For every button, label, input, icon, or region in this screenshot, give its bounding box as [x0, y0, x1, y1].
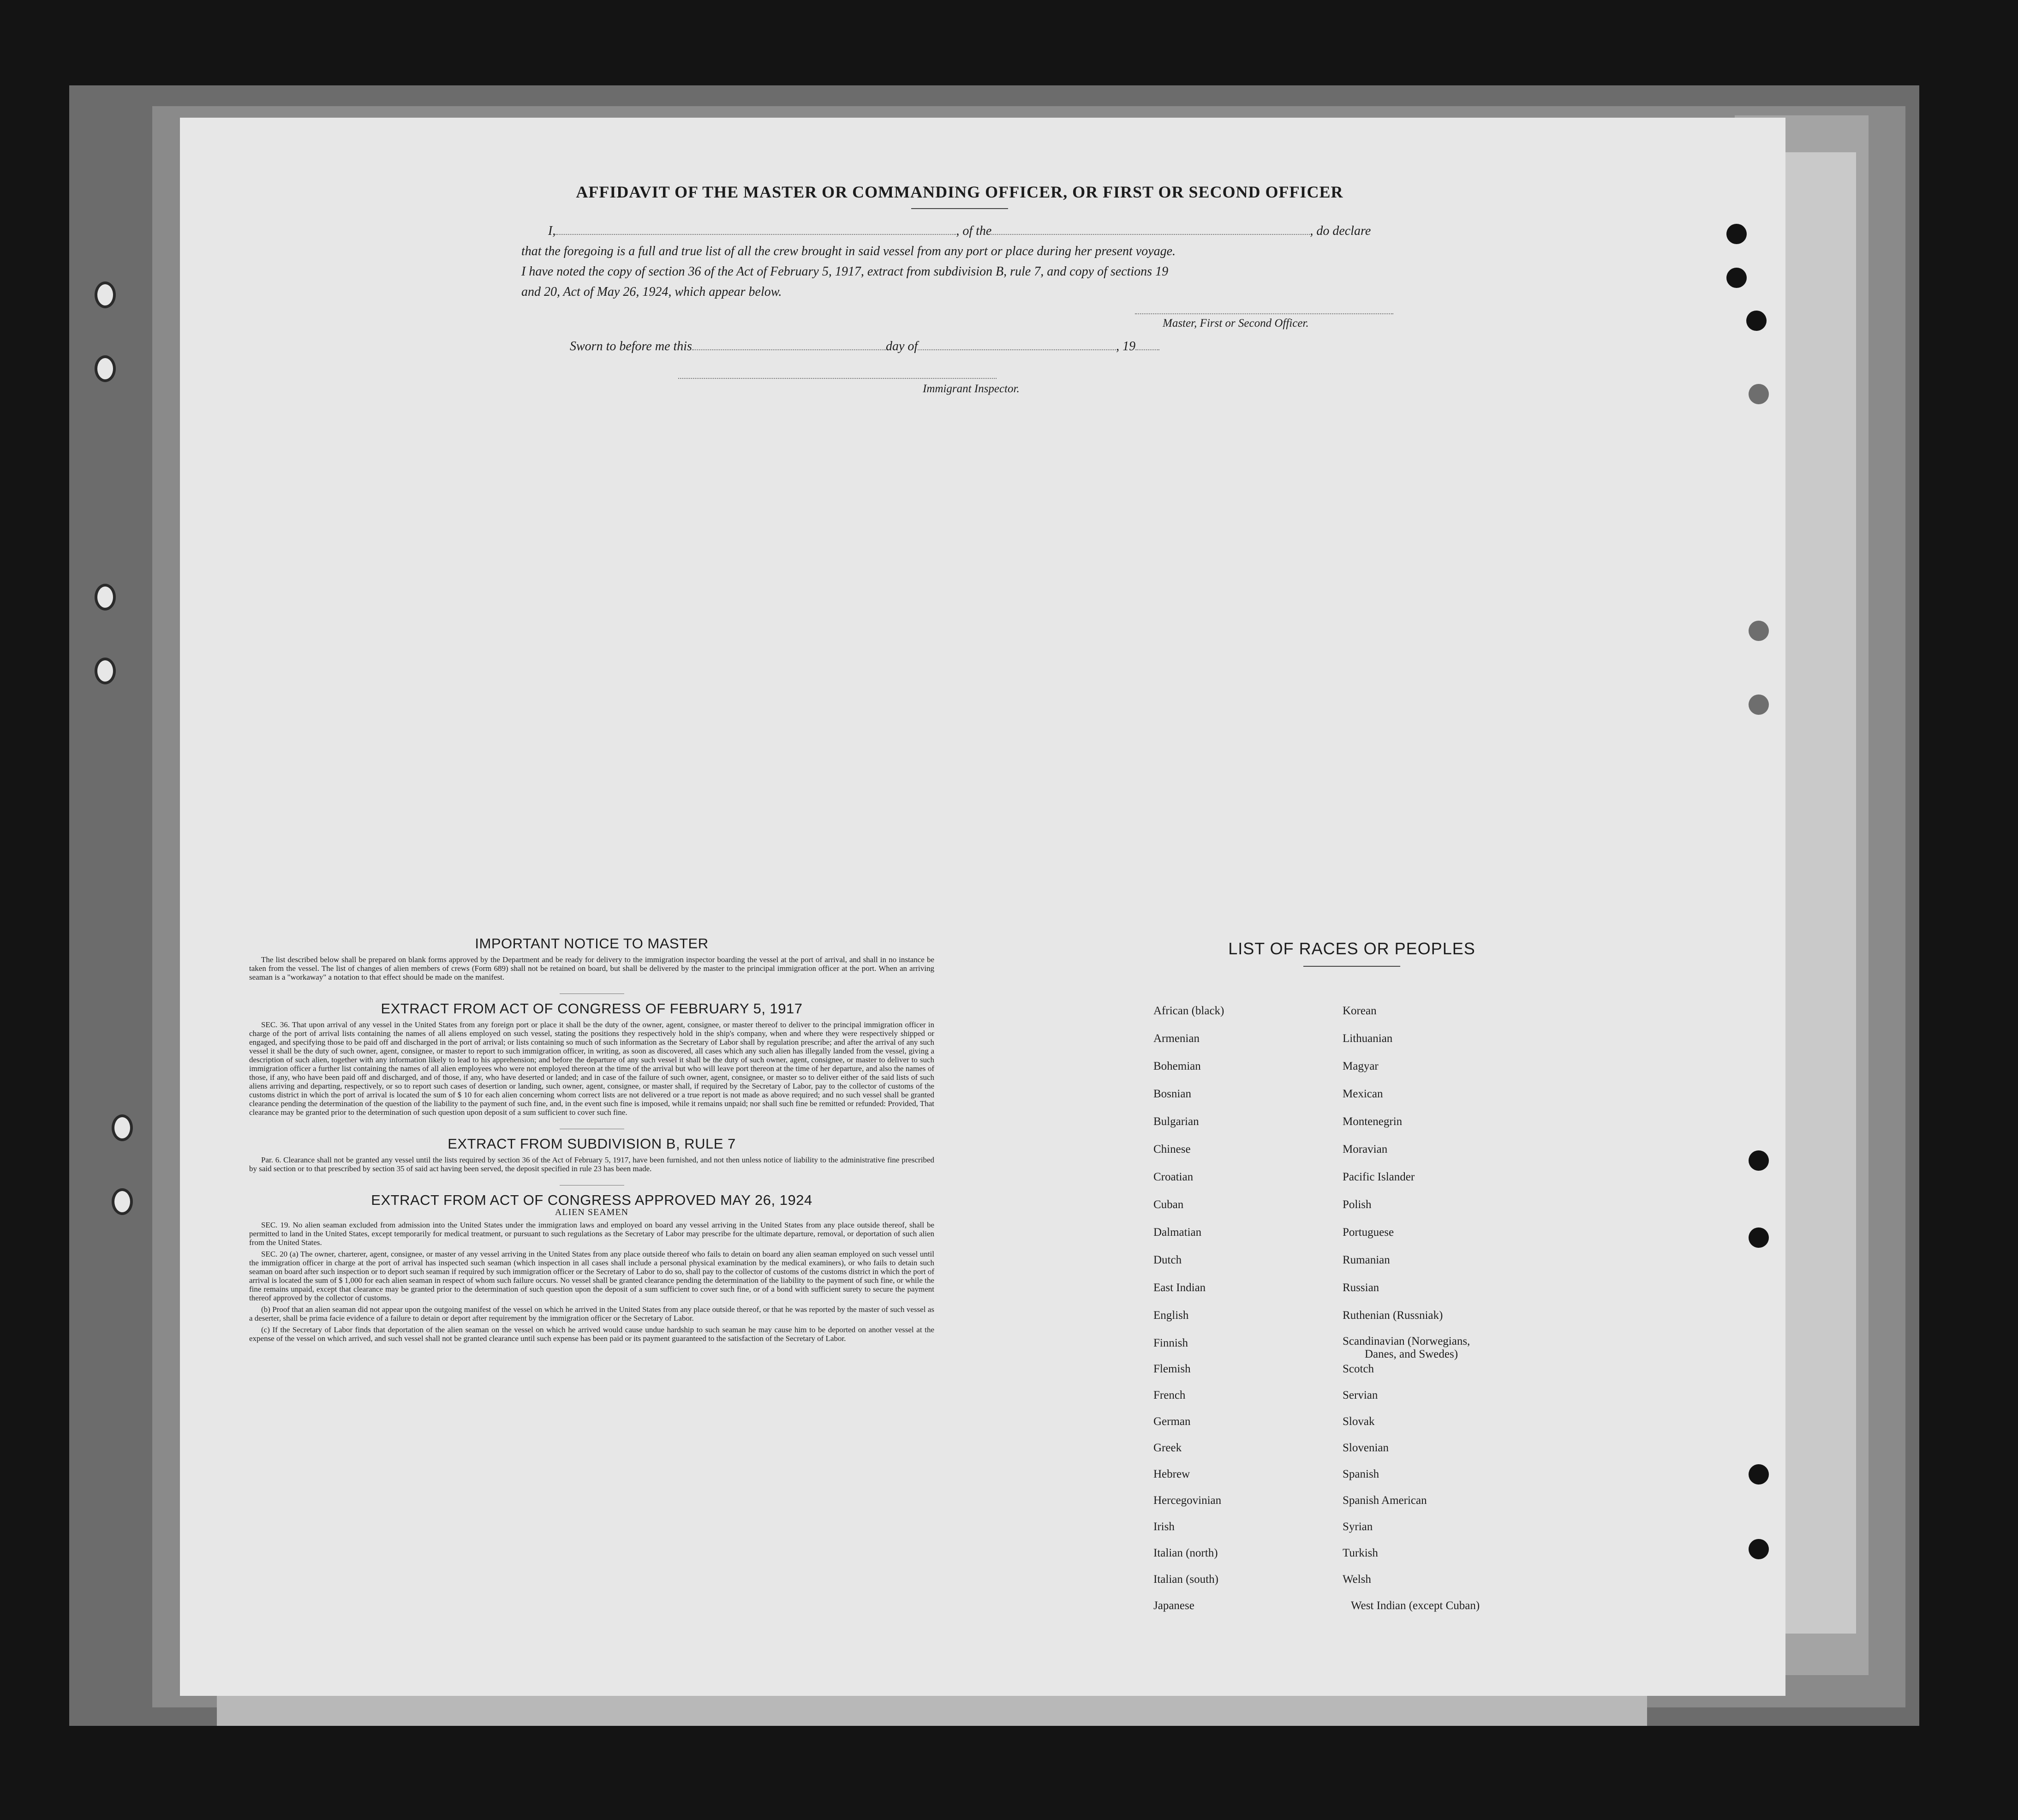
- race-item: Servian: [1343, 1389, 1378, 1401]
- race-item: Montenegrin: [1343, 1115, 1403, 1128]
- race-item: Bosnian: [1153, 1088, 1191, 1100]
- race-item: Lithuanian: [1343, 1032, 1393, 1045]
- race-item: Polish: [1343, 1198, 1372, 1211]
- extract-1924-title: EXTRACT FROM ACT OF CONGRESS APPROVED MAY 26, 1924: [371, 1192, 812, 1208]
- race-item: Ruthenian (Russniak): [1343, 1309, 1443, 1322]
- sworn-month-field[interactable]: [918, 340, 1116, 350]
- affidavit-i: I,: [548, 224, 556, 238]
- affidavit-line-4: and 20, Act of May 26, 1924, which appear below.: [521, 285, 782, 299]
- affidavit-line-2: that the foregoing is a full and true list of all the crew brought in said vessel from any port or place during her present voyage.: [521, 244, 1176, 258]
- race-item: Pacific Islander: [1343, 1171, 1415, 1183]
- inspector-caption: Immigrant Inspector.: [923, 383, 1020, 395]
- punch-hole: [1749, 1464, 1769, 1485]
- extract-1924-subtitle: ALIEN SEAMEN: [555, 1207, 629, 1217]
- punch-hole: [95, 355, 116, 382]
- race-item: Slovak: [1343, 1415, 1375, 1428]
- punch-hole: [1749, 694, 1769, 715]
- day-of-label: day of: [885, 339, 918, 353]
- document-page: [180, 118, 1785, 1696]
- affidavit-declare: , do declare: [1310, 224, 1371, 238]
- extract-1917-title: EXTRACT FROM ACT OF CONGRESS OF FEBRUARY 5, 1917: [381, 1000, 803, 1017]
- race-item: Chinese: [1153, 1143, 1191, 1155]
- punch-hole: [1726, 268, 1747, 288]
- extract-1924-sec20a: SEC. 20 (a) The owner, charterer, agent, consignee, or master of any vessel arriving in the United States from any place outside thereof who fails to detain on board any alien seaman employed on such vessel until the immigration officer in charge at the port of arrival has inspected such seaman (which inspection in all cases shall include a personal physical examination by the medical examiners), or who fails to detain such seaman on board after such inspection or to deport such seaman if required by such immigration officer or the Secretary of Labor to do so, shall pay to the collector of customs of the customs district in which the port of arrival is located the sum of $ 1,000 for each alien seaman in respect of whom such failure occurs. No vessel shall be granted clearance pending the determination of the liability to the payment of such fine, or while the fine remains unpaid, except that clearance may be granted prior to the determination of such question upon the deposit of a sum sufficient to cover such fine, or of a bond with sufficient surety to secure the payment thereof approved by the collector of customs.: [249, 1250, 934, 1302]
- affidavit-title: AFFIDAVIT OF THE MASTER OR COMMANDING OFFICER, OR FIRST OR SECOND OFFICER: [576, 183, 1343, 201]
- signature-line[interactable]: [1135, 313, 1393, 314]
- extract-1924-sec20c: (c) If the Secretary of Labor finds that deportation of the alien seaman on the vessel on which he arrived would cause undue hardship to such seaman he may cause him to be deported on another vessel at the expense of the vessel on which arrived, and such vessel shall not be granted clearance until such expense has been paid or its payment guaranteed to the satisfaction of the Secretary of Labor.: [249, 1325, 934, 1343]
- race-item: West Indian (except Cuban): [1351, 1599, 1480, 1612]
- punch-hole: [112, 1188, 133, 1215]
- title-rule: [1303, 966, 1400, 967]
- notice-title: IMPORTANT NOTICE TO MASTER: [475, 935, 709, 952]
- race-item: Spanish: [1343, 1468, 1379, 1480]
- punch-hole: [1749, 384, 1769, 404]
- notice-text: The list described below shall be prepared on blank forms approved by the Department and be ready for delivery to the immigration inspector boarding the vessel at the port of arrival, and shall in no instance be taken from the vessel. The list of changes of alien members of crews (Form 689) shall not be retained on board, but shall be delivered by the master to the principal immigration officer at the port. When an arriving seaman is a "workaway" a notation to that effect should be made on the manifest.: [249, 955, 934, 982]
- race-item: Korean: [1343, 1005, 1377, 1017]
- race-item: Turkish: [1343, 1547, 1378, 1559]
- title-rule: [911, 208, 1008, 209]
- punch-hole: [95, 281, 116, 308]
- race-item: Cuban: [1153, 1198, 1184, 1211]
- punch-hole: [95, 584, 116, 611]
- race-item: Portuguese: [1343, 1226, 1394, 1239]
- race-item: Bulgarian: [1153, 1115, 1199, 1128]
- extract-1924-sec19: SEC. 19. No alien seaman excluded from admission into the United States under the immigration laws and employed on board any vessel arriving in the United States from any place outside thereof, shall be permitted to land in the United States, except temporarily for medical treatment, or pursuant to such regulations as the Secretary of Labor may prescribe for the ultimate departure, removal, or deportation of such alien from the United States.: [249, 1221, 934, 1247]
- punch-hole: [1749, 621, 1769, 641]
- affidavit-section: [521, 182, 1398, 397]
- race-item: Russian: [1343, 1281, 1379, 1294]
- extract-rule7-title: EXTRACT FROM SUBDIVISION B, RULE 7: [448, 1136, 736, 1152]
- extract-1917-text: SEC. 36. That upon arrival of any vessel in the United States from any foreign port or place it shall be the duty of the owner, agent, consignee, or master thereof to deliver to the principal immigration officer in charge of the port of arrival lists containing the names of all aliens employed on such vessel, stating the positions they respectively hold in the ship's company, when and where they were respectively shipped or engaged, and specifying those to be paid off and discharged in the port of arrival; or lists containing so much of such information as the Secretary of Labor shall by regulation prescribe; and after the arrival of any such vessel it shall be the duty of such owner, agent, consignee, or master to report to such immigration officer, in writing, as soon as discovered, all cases which any such alien has illegally landed from the vessel, giving a description of such alien, together with any information likely to lead to his apprehension; and before the departure of any such vessel it shall be the duty of such owner, agent, consignee, or master to deliver to such immigration officer a further list containing the names of all alien employees who were not employed thereon at the time of the arrival but who will leave port thereon at the time of her departure, and also the names of those, if any, who have been paid off and discharged, and of those, if any, who have deserted or landed; and in case of the failure of such owner, agent, consignee, or master so to deliver either of the said lists of such aliens arriving and departing, respectively, or so to report such cases of desertion or landing, such owner, agent, consignee, or master shall, if required by the Secretary of Labor, pay to the collector of customs of the customs district in which the port of arrival is located the sum of $ 10 for each alien concerning whom correct lists are not delivered or a true report is not made as above required; and no such vessel shall be granted clearance pending the determination of the question of the liability to the payment of such fine, and, in the event such fine is imposed, while it remains unpaid; nor shall such fine be remitted or refunded: Provided, That clearance may be granted prior to the determination of such question upon deposit of a sum sufficient to cover such fine.: [249, 1020, 934, 1117]
- race-item: Dalmatian: [1153, 1226, 1202, 1239]
- race-item: Hebrew: [1153, 1468, 1190, 1480]
- punch-hole: [1726, 224, 1747, 244]
- sworn-label: Sworn to before me this: [570, 339, 692, 353]
- race-item: Mexican: [1343, 1088, 1383, 1100]
- affidavit-of-the: , of the: [956, 224, 992, 238]
- punch-hole: [1749, 1539, 1769, 1559]
- year-label: , 19: [1116, 339, 1136, 353]
- vessel-field[interactable]: [991, 225, 1310, 235]
- signature-caption: Master, First or Second Officer.: [1163, 317, 1309, 329]
- race-item: Finnish: [1153, 1337, 1188, 1349]
- punch-hole: [95, 658, 116, 684]
- race-item: Japanese: [1153, 1599, 1194, 1612]
- inspector-signature-line[interactable]: [678, 378, 997, 379]
- race-item: French: [1153, 1389, 1186, 1401]
- race-item: Bohemian: [1153, 1060, 1201, 1072]
- race-item: Rumanian: [1343, 1254, 1390, 1266]
- sworn-year-field[interactable]: [1135, 340, 1159, 350]
- race-item: Scandinavian (Norwegians,: [1343, 1335, 1470, 1347]
- punch-hole: [1746, 311, 1767, 331]
- race-item: Welsh: [1343, 1573, 1371, 1586]
- race-item: Italian (south): [1153, 1573, 1218, 1586]
- extract-1924-sec20b: (b) Proof that an alien seaman did not appear upon the outgoing manifest of the vessel on which he arrived in the United States from any place outside thereof, or that he was reported by the master of such vessel as a deserter, shall be prima facie evidence of a failure to detain or deport after requirement by the immigration officer or the Secretary of Labor.: [249, 1305, 934, 1323]
- notice-column: [249, 935, 934, 1346]
- race-item: Croatian: [1153, 1171, 1194, 1183]
- affidavit-line-1: [521, 221, 1398, 241]
- races-section: [1098, 939, 1606, 1612]
- affidavit-line-3: I have noted the copy of section 36 of the Act of February 5, 1917, extract from subdivision B, rule 7, and copy of sections 19: [521, 264, 1169, 279]
- race-item: German: [1153, 1415, 1191, 1428]
- punch-hole: [1749, 1227, 1769, 1248]
- race-item: English: [1153, 1309, 1189, 1322]
- sworn-day-field[interactable]: [692, 340, 886, 350]
- races-title: LIST OF RACES OR PEOPLES: [1228, 939, 1475, 958]
- name-field[interactable]: [555, 225, 956, 235]
- extract-rule7-text: Par. 6. Clearance shall not be granted any vessel until the lists required by section 36 of the Act of February 5, 1917, have been furnished, and not then unless notice of liability to the administrative fine prescribed by said section or to that prescribed by section 35 of said act having been served, the deposit specified in rule 23 has been made.: [249, 1155, 934, 1173]
- background-sheet-edge: [1781, 152, 1856, 1634]
- race-item: Greek: [1153, 1442, 1182, 1454]
- race-item-continued: Danes, and Swedes): [1365, 1348, 1458, 1360]
- race-item: East Indian: [1153, 1281, 1206, 1294]
- race-item: Magyar: [1343, 1060, 1379, 1072]
- race-item: Armenian: [1153, 1032, 1200, 1045]
- punch-hole: [112, 1114, 133, 1141]
- race-item: African (black): [1153, 1005, 1224, 1017]
- sworn-line: [521, 336, 1398, 357]
- race-item: Flemish: [1153, 1363, 1191, 1375]
- race-item: Syrian: [1343, 1521, 1373, 1533]
- punch-hole: [1749, 1150, 1769, 1171]
- race-item: Scotch: [1343, 1363, 1374, 1375]
- race-item: Slovenian: [1343, 1442, 1389, 1454]
- race-item: Hercegovinian: [1153, 1494, 1222, 1507]
- race-item: Irish: [1153, 1521, 1175, 1533]
- race-item: Moravian: [1343, 1143, 1388, 1155]
- race-item: Spanish American: [1343, 1494, 1427, 1507]
- race-item: Italian (north): [1153, 1547, 1218, 1559]
- race-item: Dutch: [1153, 1254, 1182, 1266]
